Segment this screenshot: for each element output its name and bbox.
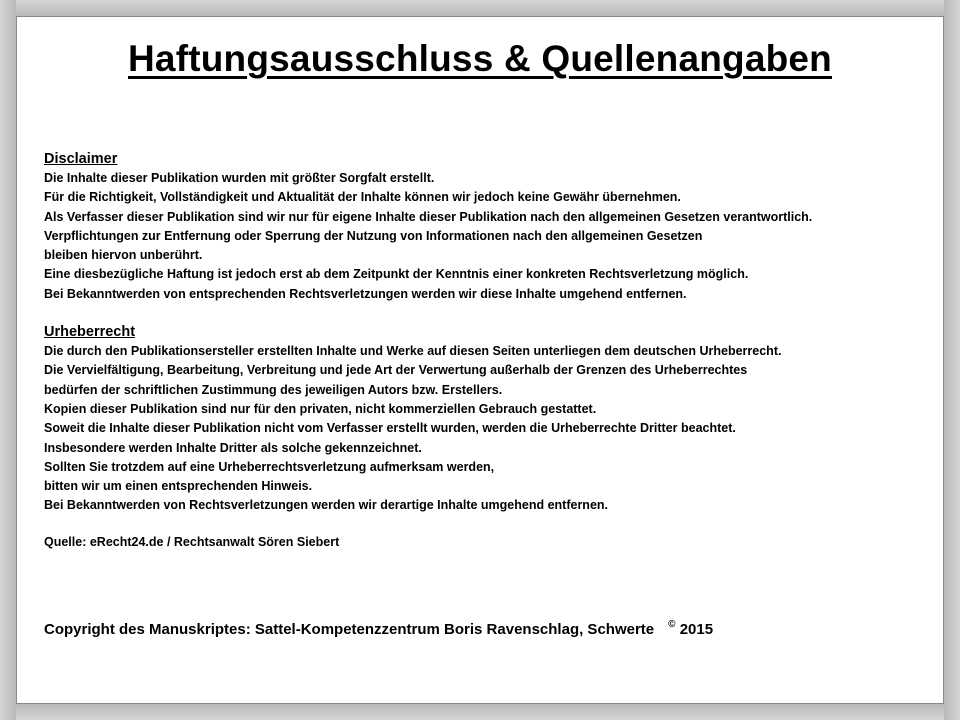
frame-bevel-top <box>0 0 960 16</box>
disclaimer-line: Die Inhalte dieser Publikation wurden mit größter Sorgfalt erstellt. <box>44 171 435 185</box>
slide-page <box>16 16 944 704</box>
disclaimer-line: Bei Bekanntwerden von entsprechenden Rechtsverletzungen werden wir diese Inhalte umgehend entfernen. <box>44 286 687 301</box>
disclaimer-line: Eine diesbezügliche Haftung ist jedoch erst ab dem Zeitpunkt der Kenntnis einer konkreten Rechtsverletzung möglich. <box>44 267 749 282</box>
disclaimer-line: Für die Richtigkeit, Vollständigkeit und Aktualität der Inhalte können wir jedoch keine Gewähr übernehmen. <box>44 190 681 205</box>
urheberrecht-line: Die durch den Publikationsersteller erstellten Inhalte und Werke auf diesen Seiten unterliegen dem deutschen Urheberrecht. <box>44 344 782 359</box>
urheberrecht-line: Die Vervielfältigung, Bearbeitung, Verbreitung und jede Art der Verwertung außerhalb der Grenzen des Urheberrechtes <box>44 363 748 378</box>
disclaimer-line: bleiben hiervon unberührt. <box>44 248 203 263</box>
section-spacer <box>44 304 934 323</box>
urheberrecht-line: bedürfen der schriftlichen Zustimmung des jeweiligen Autors bzw. Erstellers. <box>44 382 503 397</box>
legal-text-body <box>44 150 934 516</box>
urheberrecht-line: Bei Bekanntwerden von Rechtsverletzungen werden wir derartige Inhalte umgehend entfernen. <box>44 498 609 513</box>
urheberrecht-line: Insbesondere werden Inhalte Dritter als solche gekennzeichnet. <box>44 440 422 455</box>
frame-bevel-right <box>944 0 960 720</box>
frame-bevel-bottom <box>0 704 960 720</box>
copyright-symbol: © <box>668 619 676 630</box>
source-citation: Quelle: eRecht24.de / Rechtsanwalt Sören Siebert <box>44 535 340 549</box>
disclaimer-line: Verpflichtungen zur Entfernung oder Sperrung der Nutzung von Informationen nach den allgemeinen Gesetzen <box>44 228 703 243</box>
copyright-year: 2015 <box>679 621 714 638</box>
urheberrecht-heading: Urheberrecht <box>44 324 136 341</box>
copyright-notice <box>44 619 713 638</box>
frame-bevel-left <box>0 0 16 720</box>
disclaimer-line: Als Verfasser dieser Publikation sind wir nur für eigene Inhalte dieser Publikation nach den allgemeinen Gesetzen verantwortlich. <box>44 209 813 224</box>
page-title: Haftungsausschluss & Quellenangaben <box>128 38 832 79</box>
urheberrecht-line: Sollten Sie trotzdem auf eine Urheberrechtsverletzung aufmerksam werden, <box>44 459 495 474</box>
disclaimer-heading: Disclaimer <box>44 151 118 167</box>
urheberrecht-line: bitten wir um einen entsprechenden Hinweis. <box>44 479 313 494</box>
copyright-text: Copyright des Manuskriptes: Sattel-Kompetenzzentrum Boris Ravenschlag, Schwerte <box>44 621 655 638</box>
urheberrecht-line: Kopien dieser Publikation sind nur für den privaten, nicht kommerziellen Gebrauch gestattet. <box>44 401 597 416</box>
urheberrecht-line: Soweit die Inhalte dieser Publikation nicht vom Verfasser erstellt wurden, werden die Urheberrechte Dritter beachtet. <box>44 421 736 436</box>
